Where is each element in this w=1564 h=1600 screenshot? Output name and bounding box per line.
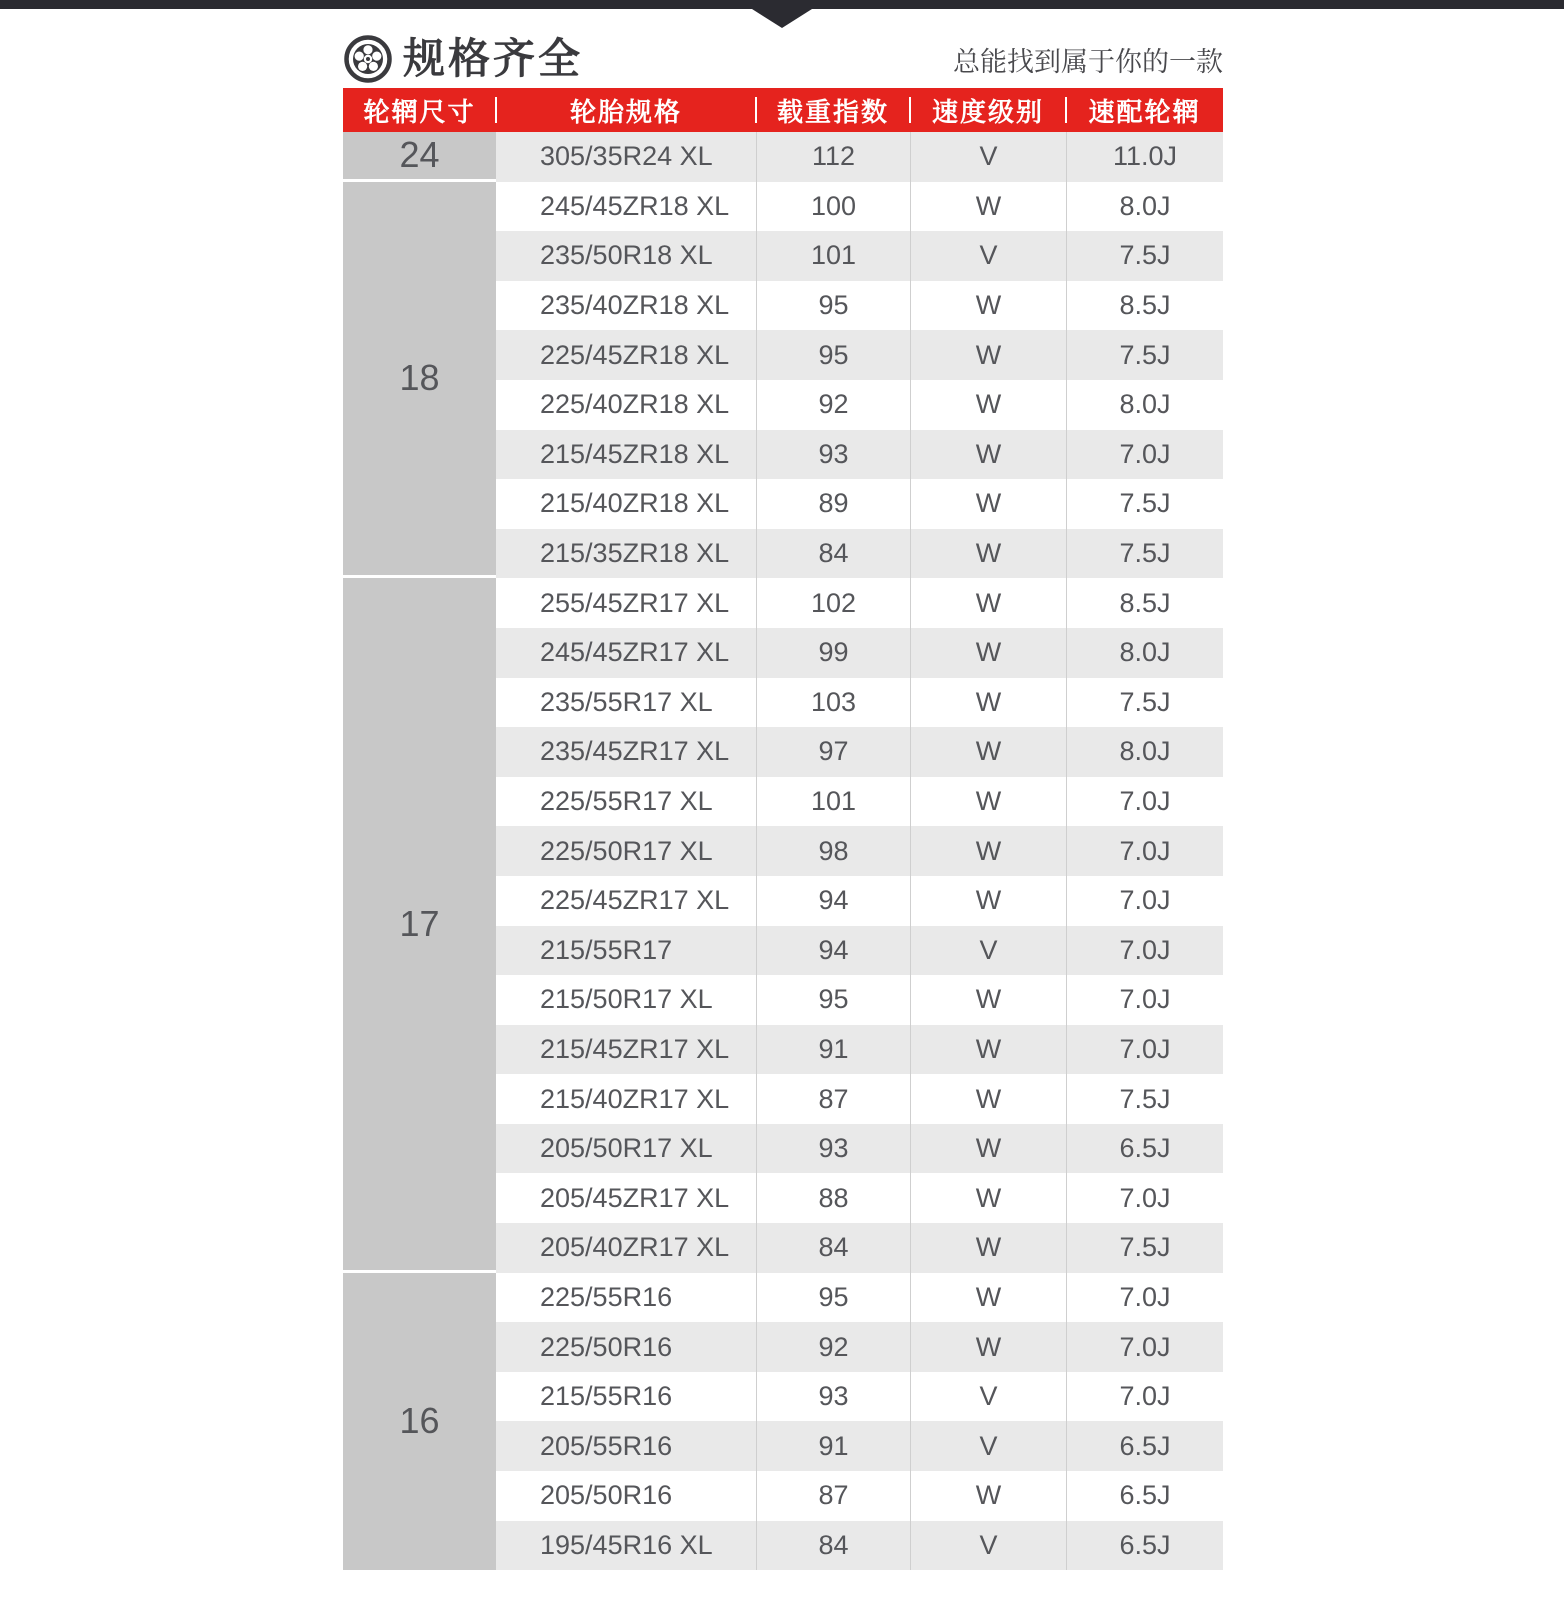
load-index-cell: 103 (756, 678, 910, 728)
matched-rim-cell: 6.5J (1066, 1521, 1223, 1571)
load-index-cell: 84 (756, 529, 910, 579)
speed-rating-cell: W (910, 727, 1066, 777)
tire-spec-cell: 245/45ZR17 XL (496, 628, 756, 678)
load-index-cell: 92 (756, 1322, 910, 1372)
load-index-cell: 93 (756, 430, 910, 480)
tire-spec-cell: 235/40ZR18 XL (496, 281, 756, 331)
speed-rating-cell: V (910, 231, 1066, 281)
load-index-cell: 93 (756, 1124, 910, 1174)
page-title: 规格齐全 (403, 34, 584, 82)
table-header-row (343, 88, 1223, 132)
tire-spec-table (343, 88, 1223, 1570)
tire-spec-cell: 215/55R16 (496, 1372, 756, 1422)
matched-rim-cell: 7.0J (1066, 777, 1223, 827)
load-index-cell: 88 (756, 1173, 910, 1223)
matched-rim-cell: 7.5J (1066, 479, 1223, 529)
column-header-matched-rim: 速配轮辋 (1066, 88, 1223, 132)
load-index-cell: 87 (756, 1471, 910, 1521)
load-index-cell: 92 (756, 380, 910, 430)
wheel-icon (343, 34, 393, 84)
matched-rim-cell: 7.0J (1066, 1025, 1223, 1075)
speed-rating-cell: W (910, 1074, 1066, 1124)
load-index-cell: 87 (756, 1074, 910, 1124)
speed-rating-cell: V (910, 1521, 1066, 1571)
speed-rating-cell: W (910, 281, 1066, 331)
tire-spec-cell: 215/50R17 XL (496, 975, 756, 1025)
section-header (343, 24, 1223, 84)
speed-rating-cell: W (910, 479, 1066, 529)
matched-rim-cell: 8.0J (1066, 182, 1223, 232)
column-header-tire-spec: 轮胎规格 (496, 88, 756, 132)
matched-rim-cell: 7.5J (1066, 1223, 1223, 1273)
matched-rim-cell: 7.5J (1066, 678, 1223, 728)
speed-rating-cell: V (910, 1372, 1066, 1422)
load-index-cell: 102 (756, 578, 910, 628)
speed-rating-cell: V (910, 132, 1066, 182)
tire-spec-cell: 225/45ZR17 XL (496, 876, 756, 926)
load-index-cell: 94 (756, 926, 910, 976)
speed-rating-cell: W (910, 1124, 1066, 1174)
matched-rim-cell: 7.0J (1066, 1173, 1223, 1223)
matched-rim-cell: 8.5J (1066, 281, 1223, 331)
load-index-cell: 101 (756, 231, 910, 281)
speed-rating-cell: W (910, 975, 1066, 1025)
tire-spec-cell: 205/50R17 XL (496, 1124, 756, 1174)
tire-spec-cell: 225/55R16 (496, 1273, 756, 1323)
matched-rim-cell: 7.0J (1066, 1322, 1223, 1372)
tire-spec-cell: 205/55R16 (496, 1421, 756, 1471)
matched-rim-cell: 7.0J (1066, 876, 1223, 926)
speed-rating-cell: V (910, 1421, 1066, 1471)
matched-rim-cell: 8.5J (1066, 578, 1223, 628)
load-index-cell: 94 (756, 876, 910, 926)
matched-rim-cell: 8.0J (1066, 380, 1223, 430)
tire-spec-cell: 225/55R17 XL (496, 777, 756, 827)
column-header-speed-rating: 速度级别 (910, 88, 1066, 132)
matched-rim-cell: 8.0J (1066, 727, 1223, 777)
load-index-cell: 84 (756, 1521, 910, 1571)
matched-rim-cell: 7.5J (1066, 330, 1223, 380)
matched-rim-cell: 7.0J (1066, 430, 1223, 480)
matched-rim-cell: 11.0J (1066, 132, 1223, 182)
matched-rim-cell: 7.0J (1066, 975, 1223, 1025)
matched-rim-cell: 7.0J (1066, 1273, 1223, 1323)
tire-spec-cell: 215/55R17 (496, 926, 756, 976)
tire-spec-cell: 205/40ZR17 XL (496, 1223, 756, 1273)
matched-rim-cell: 7.0J (1066, 1372, 1223, 1422)
load-index-cell: 95 (756, 1273, 910, 1323)
top-divider-bar (0, 0, 1564, 9)
matched-rim-cell: 7.0J (1066, 926, 1223, 976)
speed-rating-cell: W (910, 529, 1066, 579)
load-index-cell: 99 (756, 628, 910, 678)
speed-rating-cell: W (910, 826, 1066, 876)
tire-spec-cell: 255/45ZR17 XL (496, 578, 756, 628)
load-index-cell: 95 (756, 281, 910, 331)
section-subtitle: 总能找到属于你的一款 (953, 47, 1223, 77)
tire-spec-cell: 225/45ZR18 XL (496, 330, 756, 380)
load-index-cell: 89 (756, 479, 910, 529)
speed-rating-cell: W (910, 578, 1066, 628)
column-header-rim-size: 轮辋尺寸 (363, 96, 476, 127)
tire-spec-cell: 215/45ZR17 XL (496, 1025, 756, 1075)
load-index-cell: 100 (756, 182, 910, 232)
tire-spec-cell: 205/45ZR17 XL (496, 1173, 756, 1223)
speed-rating-cell: W (910, 330, 1066, 380)
speed-rating-cell: W (910, 1025, 1066, 1075)
rim-size-cell: 18 (343, 182, 496, 579)
tire-spec-cell: 245/45ZR18 XL (496, 182, 756, 232)
tire-spec-cell: 215/45ZR18 XL (496, 430, 756, 480)
load-index-cell: 101 (756, 777, 910, 827)
tire-spec-cell: 215/40ZR18 XL (496, 479, 756, 529)
load-index-cell: 95 (756, 975, 910, 1025)
speed-rating-cell: W (910, 1273, 1066, 1323)
tire-spec-cell: 225/50R16 (496, 1322, 756, 1372)
load-index-cell: 93 (756, 1372, 910, 1422)
load-index-cell: 95 (756, 330, 910, 380)
speed-rating-cell: W (910, 1322, 1066, 1372)
speed-rating-cell: W (910, 876, 1066, 926)
load-index-cell: 91 (756, 1421, 910, 1471)
tire-spec-cell: 215/40ZR17 XL (496, 1074, 756, 1124)
speed-rating-cell: W (910, 1173, 1066, 1223)
load-index-cell: 112 (756, 132, 910, 182)
speed-rating-cell: W (910, 1223, 1066, 1273)
matched-rim-cell: 7.5J (1066, 1074, 1223, 1124)
speed-rating-cell: W (910, 628, 1066, 678)
tire-spec-cell: 225/40ZR18 XL (496, 380, 756, 430)
speed-rating-cell: V (910, 926, 1066, 976)
speed-rating-cell: W (910, 1471, 1066, 1521)
matched-rim-cell: 6.5J (1066, 1471, 1223, 1521)
matched-rim-cell: 8.0J (1066, 628, 1223, 678)
speed-rating-cell: W (910, 182, 1066, 232)
matched-rim-cell: 7.5J (1066, 231, 1223, 281)
column-header-load-index: 载重指数 (756, 88, 910, 132)
matched-rim-cell: 6.5J (1066, 1124, 1223, 1174)
matched-rim-cell: 6.5J (1066, 1421, 1223, 1471)
spec-table-body (343, 132, 1223, 1570)
speed-rating-cell: W (910, 678, 1066, 728)
matched-rim-cell: 7.0J (1066, 826, 1223, 876)
rim-size-cell: 17 (343, 578, 496, 1272)
tire-spec-cell: 235/45ZR17 XL (496, 727, 756, 777)
rim-size-cell: 16 (343, 1273, 496, 1571)
load-index-cell: 97 (756, 727, 910, 777)
tire-spec-cell: 215/35ZR18 XL (496, 529, 756, 579)
speed-rating-cell: W (910, 380, 1066, 430)
tire-spec-cell: 195/45R16 XL (496, 1521, 756, 1571)
matched-rim-cell: 7.5J (1066, 529, 1223, 579)
tire-spec-cell: 235/50R18 XL (496, 231, 756, 281)
tire-spec-cell: 225/50R17 XL (496, 826, 756, 876)
load-index-cell: 84 (756, 1223, 910, 1273)
tire-spec-cell: 235/55R17 XL (496, 678, 756, 728)
rim-size-cell: 24 (343, 132, 496, 182)
load-index-cell: 91 (756, 1025, 910, 1075)
load-index-cell: 98 (756, 826, 910, 876)
speed-rating-cell: W (910, 430, 1066, 480)
tire-spec-cell: 305/35R24 XL (496, 132, 756, 182)
speed-rating-cell: W (910, 777, 1066, 827)
tire-spec-cell: 205/50R16 (496, 1471, 756, 1521)
